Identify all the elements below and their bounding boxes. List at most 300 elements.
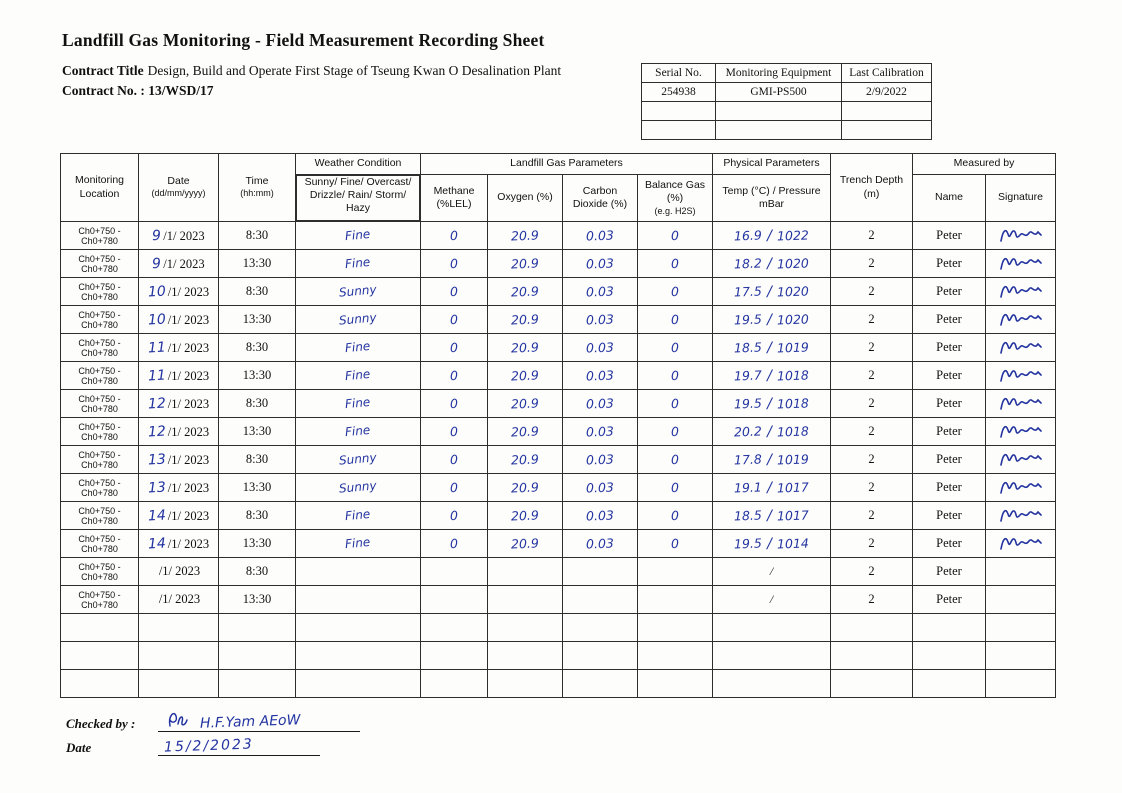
cell-time: 13:30	[219, 362, 296, 390]
signature-scribble	[998, 254, 1044, 274]
cell-location: Ch0+750 - Ch0+780	[61, 474, 139, 502]
header-balance-sub: (e.g. H2S)	[654, 205, 696, 216]
printed-date: /1/ 2023	[158, 564, 201, 578]
cell-trench-depth	[831, 642, 913, 670]
cell-signature	[986, 418, 1056, 446]
cell-signature	[986, 502, 1056, 530]
cell-temp-pressure	[713, 362, 831, 390]
cell-time	[219, 614, 296, 642]
handwritten-temp: 20.2	[734, 423, 763, 440]
cell-weather	[296, 586, 421, 614]
cell-weather	[296, 222, 421, 250]
cell-date	[139, 502, 219, 530]
cell-time: 13:30	[219, 250, 296, 278]
cell-signature	[986, 530, 1056, 558]
signature-scribble	[998, 338, 1044, 358]
cell-name: Peter	[913, 222, 986, 250]
table-row	[61, 362, 1056, 390]
handwritten-pressure: 1017	[776, 507, 809, 524]
cell-balance	[638, 614, 713, 642]
cell-weather	[296, 558, 421, 586]
cell-methane	[421, 642, 488, 670]
table-row	[61, 558, 1056, 586]
handwritten-co2: 0.03	[585, 423, 615, 439]
printed-date: /1/ 2023	[163, 256, 205, 271]
cell-temp-pressure	[713, 222, 831, 250]
handwritten-co2: 0.03	[585, 535, 615, 551]
cell-location: Ch0+750 - Ch0+780	[61, 530, 139, 558]
equip-empty-cell	[642, 102, 716, 121]
handwritten-methane: 0	[449, 367, 459, 383]
handwritten-pressure: 1019	[776, 451, 809, 468]
handwritten-methane: 0	[449, 451, 459, 467]
cell-date	[139, 418, 219, 446]
cell-temp-pressure	[713, 474, 831, 502]
cell-name: Peter	[913, 334, 986, 362]
header-balance-gas	[638, 175, 713, 222]
cell-time: 8:30	[219, 334, 296, 362]
cell-methane	[421, 446, 488, 474]
pressure-slash: /	[767, 367, 772, 384]
footer	[66, 708, 360, 762]
pressure-slash: /	[769, 592, 774, 606]
table-row	[61, 502, 1056, 530]
cell-oxygen	[488, 362, 563, 390]
handwritten-day: 14	[147, 535, 167, 552]
handwritten-oxygen: 20.9	[510, 255, 540, 271]
cell-methane	[421, 670, 488, 698]
cell-oxygen	[488, 334, 563, 362]
contract-title-value: Design, Build and Operate First Stage of Tseung Kwan O Desalination Plant	[147, 63, 562, 78]
cell-signature	[986, 614, 1056, 642]
cell-weather	[296, 362, 421, 390]
handwritten-methane: 0	[449, 255, 459, 271]
cell-signature	[986, 390, 1056, 418]
cell-weather	[296, 250, 421, 278]
cell-oxygen	[488, 642, 563, 670]
cell-trench-depth: 2	[831, 586, 913, 614]
cell-temp-pressure	[713, 614, 831, 642]
equip-empty-cell	[716, 102, 842, 121]
cell-time: 8:30	[219, 446, 296, 474]
printed-date: /1/ 2023	[167, 340, 210, 355]
handwritten-methane: 0	[449, 535, 459, 551]
handwritten-day: 12	[147, 395, 167, 412]
cell-co2	[563, 642, 638, 670]
handwritten-day: 10	[147, 311, 167, 328]
cell-methane	[421, 222, 488, 250]
header-time	[219, 154, 296, 222]
pressure-slash: /	[767, 423, 772, 440]
handwritten-temp: 18.5	[734, 339, 763, 356]
pressure-slash: /	[767, 507, 772, 524]
cell-balance	[638, 502, 713, 530]
cell-location: Ch0+750 - Ch0+780	[61, 418, 139, 446]
header-monitoring-location: Monitoring Location	[61, 154, 139, 222]
cell-weather	[296, 390, 421, 418]
cell-temp-pressure	[713, 278, 831, 306]
header-date-sub: (dd/mm/yyyy)	[151, 188, 206, 199]
handwritten-weather: Fine	[344, 394, 372, 412]
cell-location: Ch0+750 - Ch0+780	[61, 278, 139, 306]
cell-trench-depth: 2	[831, 362, 913, 390]
table-row	[61, 250, 1056, 278]
pressure-slash: /	[767, 451, 772, 468]
cell-methane	[421, 334, 488, 362]
cell-date	[139, 278, 219, 306]
handwritten-oxygen: 20.9	[510, 479, 540, 495]
header-methane: Methane (%LEL)	[421, 175, 488, 222]
handwritten-co2: 0.03	[585, 451, 615, 467]
cell-temp-pressure	[713, 390, 831, 418]
handwritten-balance: 0	[670, 479, 680, 495]
handwritten-pressure: 1017	[776, 479, 809, 496]
cell-name: Peter	[913, 418, 986, 446]
handwritten-weather: Sunny	[338, 282, 378, 300]
cell-signature	[986, 670, 1056, 698]
handwritten-day: 14	[147, 507, 167, 524]
cell-oxygen	[488, 446, 563, 474]
cell-trench-depth: 2	[831, 390, 913, 418]
cell-balance	[638, 306, 713, 334]
handwritten-balance: 0	[670, 255, 680, 271]
cell-co2	[563, 250, 638, 278]
cell-temp-pressure	[713, 250, 831, 278]
main-table-body	[61, 222, 1056, 698]
cell-date	[139, 670, 219, 698]
cell-date	[139, 250, 219, 278]
handwritten-weather: Fine	[344, 534, 372, 552]
cell-balance	[638, 250, 713, 278]
header-temp-pressure: Temp (°C) / Pressure mBar	[713, 175, 831, 222]
signature-scribble	[998, 534, 1044, 554]
cell-trench-depth: 2	[831, 418, 913, 446]
handwritten-balance: 0	[670, 311, 680, 327]
equip-empty-cell	[642, 121, 716, 140]
cell-location: Ch0+750 - Ch0+780	[61, 362, 139, 390]
handwritten-oxygen: 20.9	[510, 339, 540, 355]
printed-date: /1/ 2023	[167, 536, 210, 551]
handwritten-co2: 0.03	[585, 339, 615, 355]
cell-trench-depth: 2	[831, 250, 913, 278]
cell-temp-pressure	[713, 558, 831, 586]
cell-date	[139, 474, 219, 502]
cell-date	[139, 530, 219, 558]
cell-time: 13:30	[219, 418, 296, 446]
cell-trench-depth: 2	[831, 502, 913, 530]
cell-name: Peter	[913, 530, 986, 558]
cell-oxygen	[488, 306, 563, 334]
cell-signature	[986, 586, 1056, 614]
cell-co2	[563, 222, 638, 250]
handwritten-oxygen: 20.9	[510, 311, 540, 327]
handwritten-co2: 0.03	[585, 283, 615, 299]
cell-co2	[563, 614, 638, 642]
handwritten-day: 11	[147, 367, 167, 384]
handwritten-pressure: 1020	[776, 311, 809, 328]
handwritten-oxygen: 20.9	[510, 283, 540, 299]
handwritten-temp: 19.7	[734, 367, 763, 384]
header-oxygen: Oxygen (%)	[488, 175, 563, 222]
cell-signature	[986, 362, 1056, 390]
handwritten-weather: Sunny	[338, 310, 378, 328]
cell-signature	[986, 558, 1056, 586]
table-row	[61, 222, 1056, 250]
equip-empty-cell	[842, 121, 932, 140]
handwritten-methane: 0	[449, 423, 459, 439]
cell-oxygen	[488, 474, 563, 502]
cell-temp-pressure	[713, 502, 831, 530]
cell-signature	[986, 250, 1056, 278]
handwritten-oxygen: 20.9	[510, 423, 540, 439]
table-row	[61, 530, 1056, 558]
cell-balance	[638, 558, 713, 586]
handwritten-balance: 0	[670, 507, 680, 523]
cell-time: 8:30	[219, 222, 296, 250]
handwritten-co2: 0.03	[585, 507, 615, 523]
cell-trench-depth: 2	[831, 278, 913, 306]
cell-time	[219, 670, 296, 698]
cell-temp-pressure	[713, 446, 831, 474]
cell-methane	[421, 614, 488, 642]
handwritten-methane: 0	[449, 395, 459, 411]
handwritten-weather: Fine	[344, 338, 372, 356]
checked-by-initial-scribble	[164, 708, 190, 730]
handwritten-temp: 17.8	[734, 451, 763, 468]
cell-balance	[638, 390, 713, 418]
header-date	[139, 154, 219, 222]
handwritten-pressure: 1019	[776, 339, 809, 356]
table-row	[61, 390, 1056, 418]
table-row	[61, 278, 1056, 306]
cell-methane	[421, 530, 488, 558]
printed-date: /1/ 2023	[163, 228, 205, 243]
pressure-slash: /	[769, 564, 774, 578]
cell-location: Ch0+750 - Ch0+780	[61, 222, 139, 250]
cell-location: Ch0+750 - Ch0+780	[61, 390, 139, 418]
equip-calibration-value: 2/9/2022	[842, 83, 932, 102]
handwritten-methane: 0	[449, 339, 459, 355]
cell-oxygen	[488, 418, 563, 446]
header-physical-parameters: Physical Parameters	[713, 154, 831, 175]
table-row	[61, 642, 1056, 670]
cell-balance	[638, 362, 713, 390]
cell-name	[913, 614, 986, 642]
cell-oxygen	[488, 250, 563, 278]
table-row	[61, 586, 1056, 614]
cell-methane	[421, 250, 488, 278]
cell-co2	[563, 362, 638, 390]
cell-signature	[986, 334, 1056, 362]
handwritten-oxygen: 20.9	[510, 451, 540, 467]
printed-date: /1/ 2023	[167, 508, 210, 523]
cell-date	[139, 446, 219, 474]
handwritten-co2: 0.03	[585, 479, 615, 495]
printed-date: /1/ 2023	[167, 312, 210, 327]
cell-balance	[638, 334, 713, 362]
main-table	[60, 153, 1056, 698]
header-time-label: Time	[245, 175, 269, 188]
handwritten-methane: 0	[449, 227, 459, 243]
cell-balance	[638, 586, 713, 614]
handwritten-day: 10	[147, 283, 167, 300]
cell-date	[139, 642, 219, 670]
cell-date	[139, 222, 219, 250]
cell-weather	[296, 642, 421, 670]
cell-name: Peter	[913, 278, 986, 306]
cell-time: 13:30	[219, 586, 296, 614]
cell-weather	[296, 670, 421, 698]
cell-location: Ch0+750 - Ch0+780	[61, 250, 139, 278]
header-signature: Signature	[986, 175, 1056, 222]
cell-weather	[296, 502, 421, 530]
cell-oxygen	[488, 558, 563, 586]
cell-weather	[296, 306, 421, 334]
handwritten-balance: 0	[670, 395, 680, 411]
cell-weather	[296, 418, 421, 446]
printed-date: /1/ 2023	[158, 592, 201, 606]
handwritten-oxygen: 20.9	[510, 395, 540, 411]
table-row	[61, 670, 1056, 698]
handwritten-balance: 0	[670, 423, 680, 439]
cell-methane	[421, 418, 488, 446]
handwritten-weather: Fine	[344, 366, 372, 384]
contract-title-label: Contract Title	[62, 63, 144, 78]
cell-temp-pressure	[713, 586, 831, 614]
handwritten-weather: Sunny	[338, 478, 378, 496]
equipment-table	[641, 63, 932, 140]
equip-equipment-value: GMI-PS500	[716, 83, 842, 102]
handwritten-temp: 19.1	[734, 479, 763, 496]
checked-by-label: Checked by :	[66, 716, 136, 731]
cell-methane	[421, 558, 488, 586]
checked-date-value: 15/2/2023	[163, 736, 255, 756]
cell-balance	[638, 418, 713, 446]
handwritten-oxygen: 20.9	[510, 535, 540, 551]
cell-time: 8:30	[219, 278, 296, 306]
signature-scribble	[998, 394, 1044, 414]
pressure-slash: /	[767, 339, 772, 356]
cell-temp-pressure	[713, 642, 831, 670]
equip-empty-cell	[842, 102, 932, 121]
cell-name: Peter	[913, 250, 986, 278]
cell-methane	[421, 586, 488, 614]
cell-location: Ch0+750 - Ch0+780	[61, 334, 139, 362]
cell-balance	[638, 642, 713, 670]
cell-co2	[563, 502, 638, 530]
cell-balance	[638, 222, 713, 250]
cell-co2	[563, 390, 638, 418]
header-measured-by: Measured by	[913, 154, 1056, 175]
handwritten-pressure: 1020	[776, 283, 809, 300]
cell-methane	[421, 474, 488, 502]
cell-signature	[986, 278, 1056, 306]
cell-name: Peter	[913, 586, 986, 614]
cell-trench-depth: 2	[831, 306, 913, 334]
equip-serial-value: 254938	[642, 83, 716, 102]
cell-co2	[563, 670, 638, 698]
handwritten-day: 11	[147, 339, 167, 356]
handwritten-methane: 0	[449, 507, 459, 523]
handwritten-temp: 16.9	[734, 227, 763, 244]
pressure-slash: /	[767, 283, 772, 300]
cell-trench-depth: 2	[831, 474, 913, 502]
pressure-slash: /	[767, 535, 772, 552]
handwritten-weather: Fine	[344, 226, 372, 244]
cell-name: Peter	[913, 390, 986, 418]
signature-scribble	[998, 366, 1044, 386]
cell-temp-pressure	[713, 306, 831, 334]
cell-signature	[986, 446, 1056, 474]
cell-trench-depth: 2	[831, 334, 913, 362]
cell-signature	[986, 474, 1056, 502]
handwritten-oxygen: 20.9	[510, 227, 540, 243]
cell-name: Peter	[913, 446, 986, 474]
handwritten-co2: 0.03	[585, 367, 615, 383]
signature-scribble	[998, 226, 1044, 246]
cell-co2	[563, 418, 638, 446]
printed-date: /1/ 2023	[167, 396, 210, 411]
cell-time	[219, 642, 296, 670]
cell-oxygen	[488, 586, 563, 614]
cell-co2	[563, 530, 638, 558]
cell-trench-depth	[831, 670, 913, 698]
printed-date: /1/ 2023	[167, 452, 210, 467]
checked-date-label: Date	[66, 740, 92, 755]
cell-date	[139, 362, 219, 390]
header-gas-parameters: Landfill Gas Parameters	[421, 154, 713, 175]
handwritten-co2: 0.03	[585, 255, 615, 271]
handwritten-day: 9	[151, 227, 162, 244]
header-time-sub: (hh:mm)	[240, 188, 274, 199]
handwritten-day: 9	[151, 255, 162, 272]
header-balance-label: Balance Gas (%)	[644, 179, 706, 205]
cell-location: Ch0+750 - Ch0+780	[61, 586, 139, 614]
header-weather-sub: Sunny/ Fine/ Overcast/ Drizzle/ Rain/ Storm/ Hazy	[296, 175, 420, 221]
pressure-slash: /	[767, 395, 772, 412]
cell-co2	[563, 278, 638, 306]
header-name: Name	[913, 175, 986, 222]
handwritten-pressure: 1014	[776, 535, 809, 552]
cell-name	[913, 670, 986, 698]
handwritten-temp: 19.5	[734, 535, 763, 552]
table-row	[61, 418, 1056, 446]
signature-scribble	[998, 310, 1044, 330]
checked-by-row	[66, 708, 360, 732]
cell-balance	[638, 278, 713, 306]
handwritten-pressure: 1020	[776, 255, 809, 272]
handwritten-temp: 19.5	[734, 311, 763, 328]
handwritten-day: 13	[147, 479, 167, 496]
cell-date	[139, 558, 219, 586]
cell-location: Ch0+750 - Ch0+780	[61, 502, 139, 530]
page-title: Landfill Gas Monitoring - Field Measurement Recording Sheet	[62, 30, 545, 50]
cell-methane	[421, 502, 488, 530]
cell-oxygen	[488, 390, 563, 418]
handwritten-pressure: 1018	[776, 395, 809, 412]
handwritten-balance: 0	[670, 227, 680, 243]
cell-time: 13:30	[219, 306, 296, 334]
cell-date	[139, 306, 219, 334]
contract-title-line	[62, 63, 561, 79]
cell-time: 13:30	[219, 474, 296, 502]
handwritten-pressure: 1022	[776, 227, 809, 244]
cell-location: Ch0+750 - Ch0+780	[61, 306, 139, 334]
cell-name	[913, 642, 986, 670]
cell-weather	[296, 446, 421, 474]
cell-signature	[986, 306, 1056, 334]
cell-oxygen	[488, 530, 563, 558]
